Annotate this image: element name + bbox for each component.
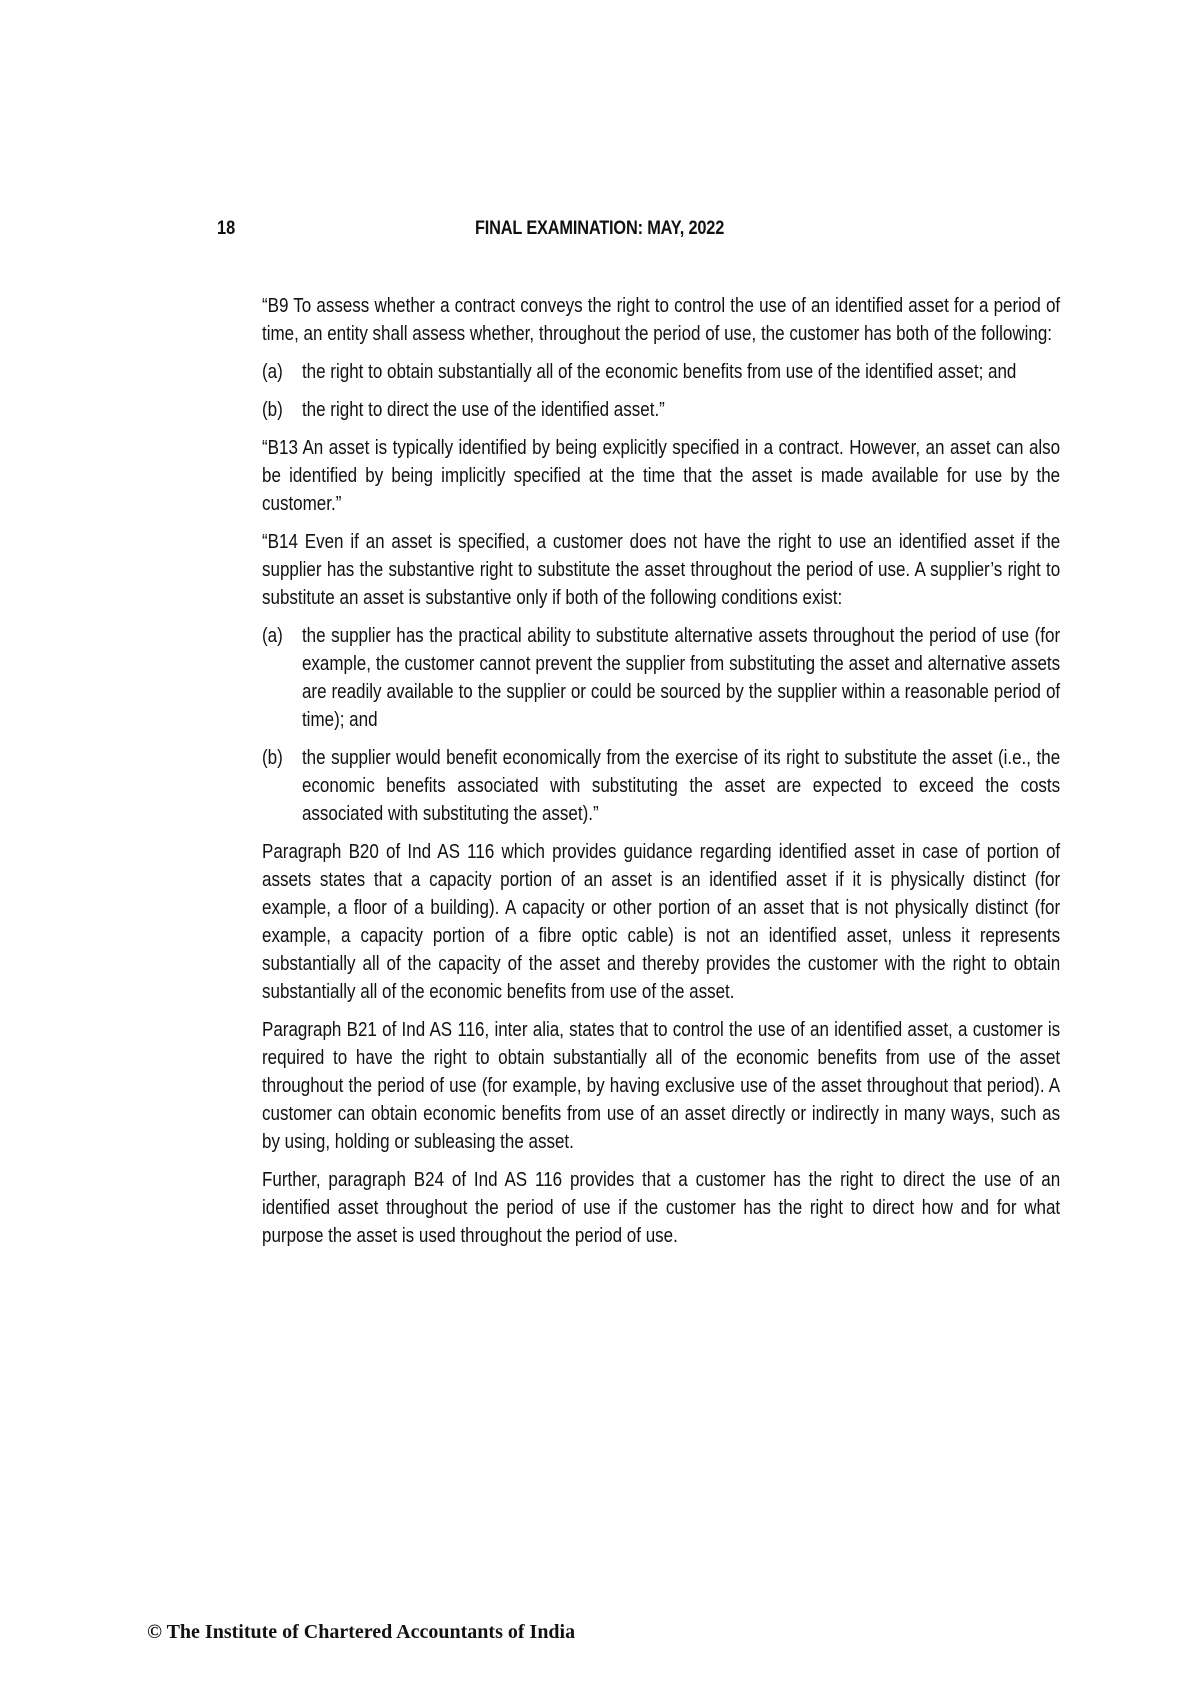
list-item-text: the supplier has the practical ability to substitute alternative assets throughout the period of use (for example, the customer cannot prevent the supplier from substituting the asset and alternative assets are readily available to the supplier or could be sourced by the supplier within a reasonable period of time); and (301, 625, 1061, 731)
list-item-label: (b) (262, 747, 283, 769)
paragraph-b13: “B13 An asset is typically identified by being explicitly specified in a contract. However, an asset can also be identified by being implicitly specified at the time that the asset is made available for use by the customer.” (262, 437, 1061, 515)
list-item-text: the right to direct the use of the identified asset.” (301, 399, 665, 421)
paragraph-b20: Paragraph B20 of Ind AS 116 which provides guidance regarding identified asset in case of portion of assets states that a capacity portion of an asset is an identified asset if it is physically distinct (for example, a floor of a building). A capacity or other portion of an asset that is not physically distinct (for example, a capacity portion of a fibre optic cable) is not an identified asset, unless it represents substantially all of the capacity of the asset and thereby provides the customer with the right to obtain substantially all of the economic benefits from use of the asset. (262, 841, 1061, 1003)
list-item-b14-a (262, 622, 1060, 734)
paragraph-b9-intro: “B9 To assess whether a contract conveys the right to control the use of an identified asset for a period of time, an entity shall assess whether, throughout the period of use, the customer has both of the following: (262, 295, 1061, 345)
list-item-label: (b) (262, 399, 283, 421)
paragraph-b14-intro: “B14 Even if an asset is specified, a customer does not have the right to use an identified asset if the supplier has the substantive right to substitute the asset throughout the period of use. A supplier’s right to substitute an asset is substantive only if both of the following conditions exist: (262, 531, 1061, 609)
paragraph-b24: Further, paragraph B24 of Ind AS 116 provides that a customer has the right to direct the use of an identified asset throughout the period of use if the customer has the right to direct how and for what purpose the asset is used throughout the period of use. (262, 1169, 1061, 1247)
footer-copyright: © The Institute of Chartered Accountants of India (147, 1621, 576, 1643)
list-item-label: (a) (262, 361, 283, 383)
paragraph-b21: Paragraph B21 of Ind AS 116, inter alia, states that to control the use of an identified asset, a customer is required to have the right to obtain substantially all of the economic benefits from use of the asset throughout the period of use (for example, by having exclusive use of the asset throughout that period). A customer can obtain economic benefits from use of an asset directly or indirectly in many ways, such as by using, holding or subleasing the asset. (262, 1019, 1061, 1153)
list-item-b14-b (262, 744, 1060, 828)
document-body (262, 292, 1061, 1260)
list-item-b9-b (262, 396, 1060, 424)
list-item-label: (a) (262, 625, 283, 647)
list-item-text: the supplier would benefit economically from the exercise of its right to substitute the asset (i.e., the economic benefits associated with substituting the asset are expected to exceed the costs associated with substituting the asset).” (301, 747, 1061, 825)
list-item-b9-a (262, 358, 1060, 386)
page-number: 18 (217, 218, 236, 239)
list-item-text: the right to obtain substantially all of the economic benefits from use of the identified asset; and (301, 361, 1017, 383)
running-header: FINAL EXAMINATION: MAY, 2022 (475, 218, 725, 239)
